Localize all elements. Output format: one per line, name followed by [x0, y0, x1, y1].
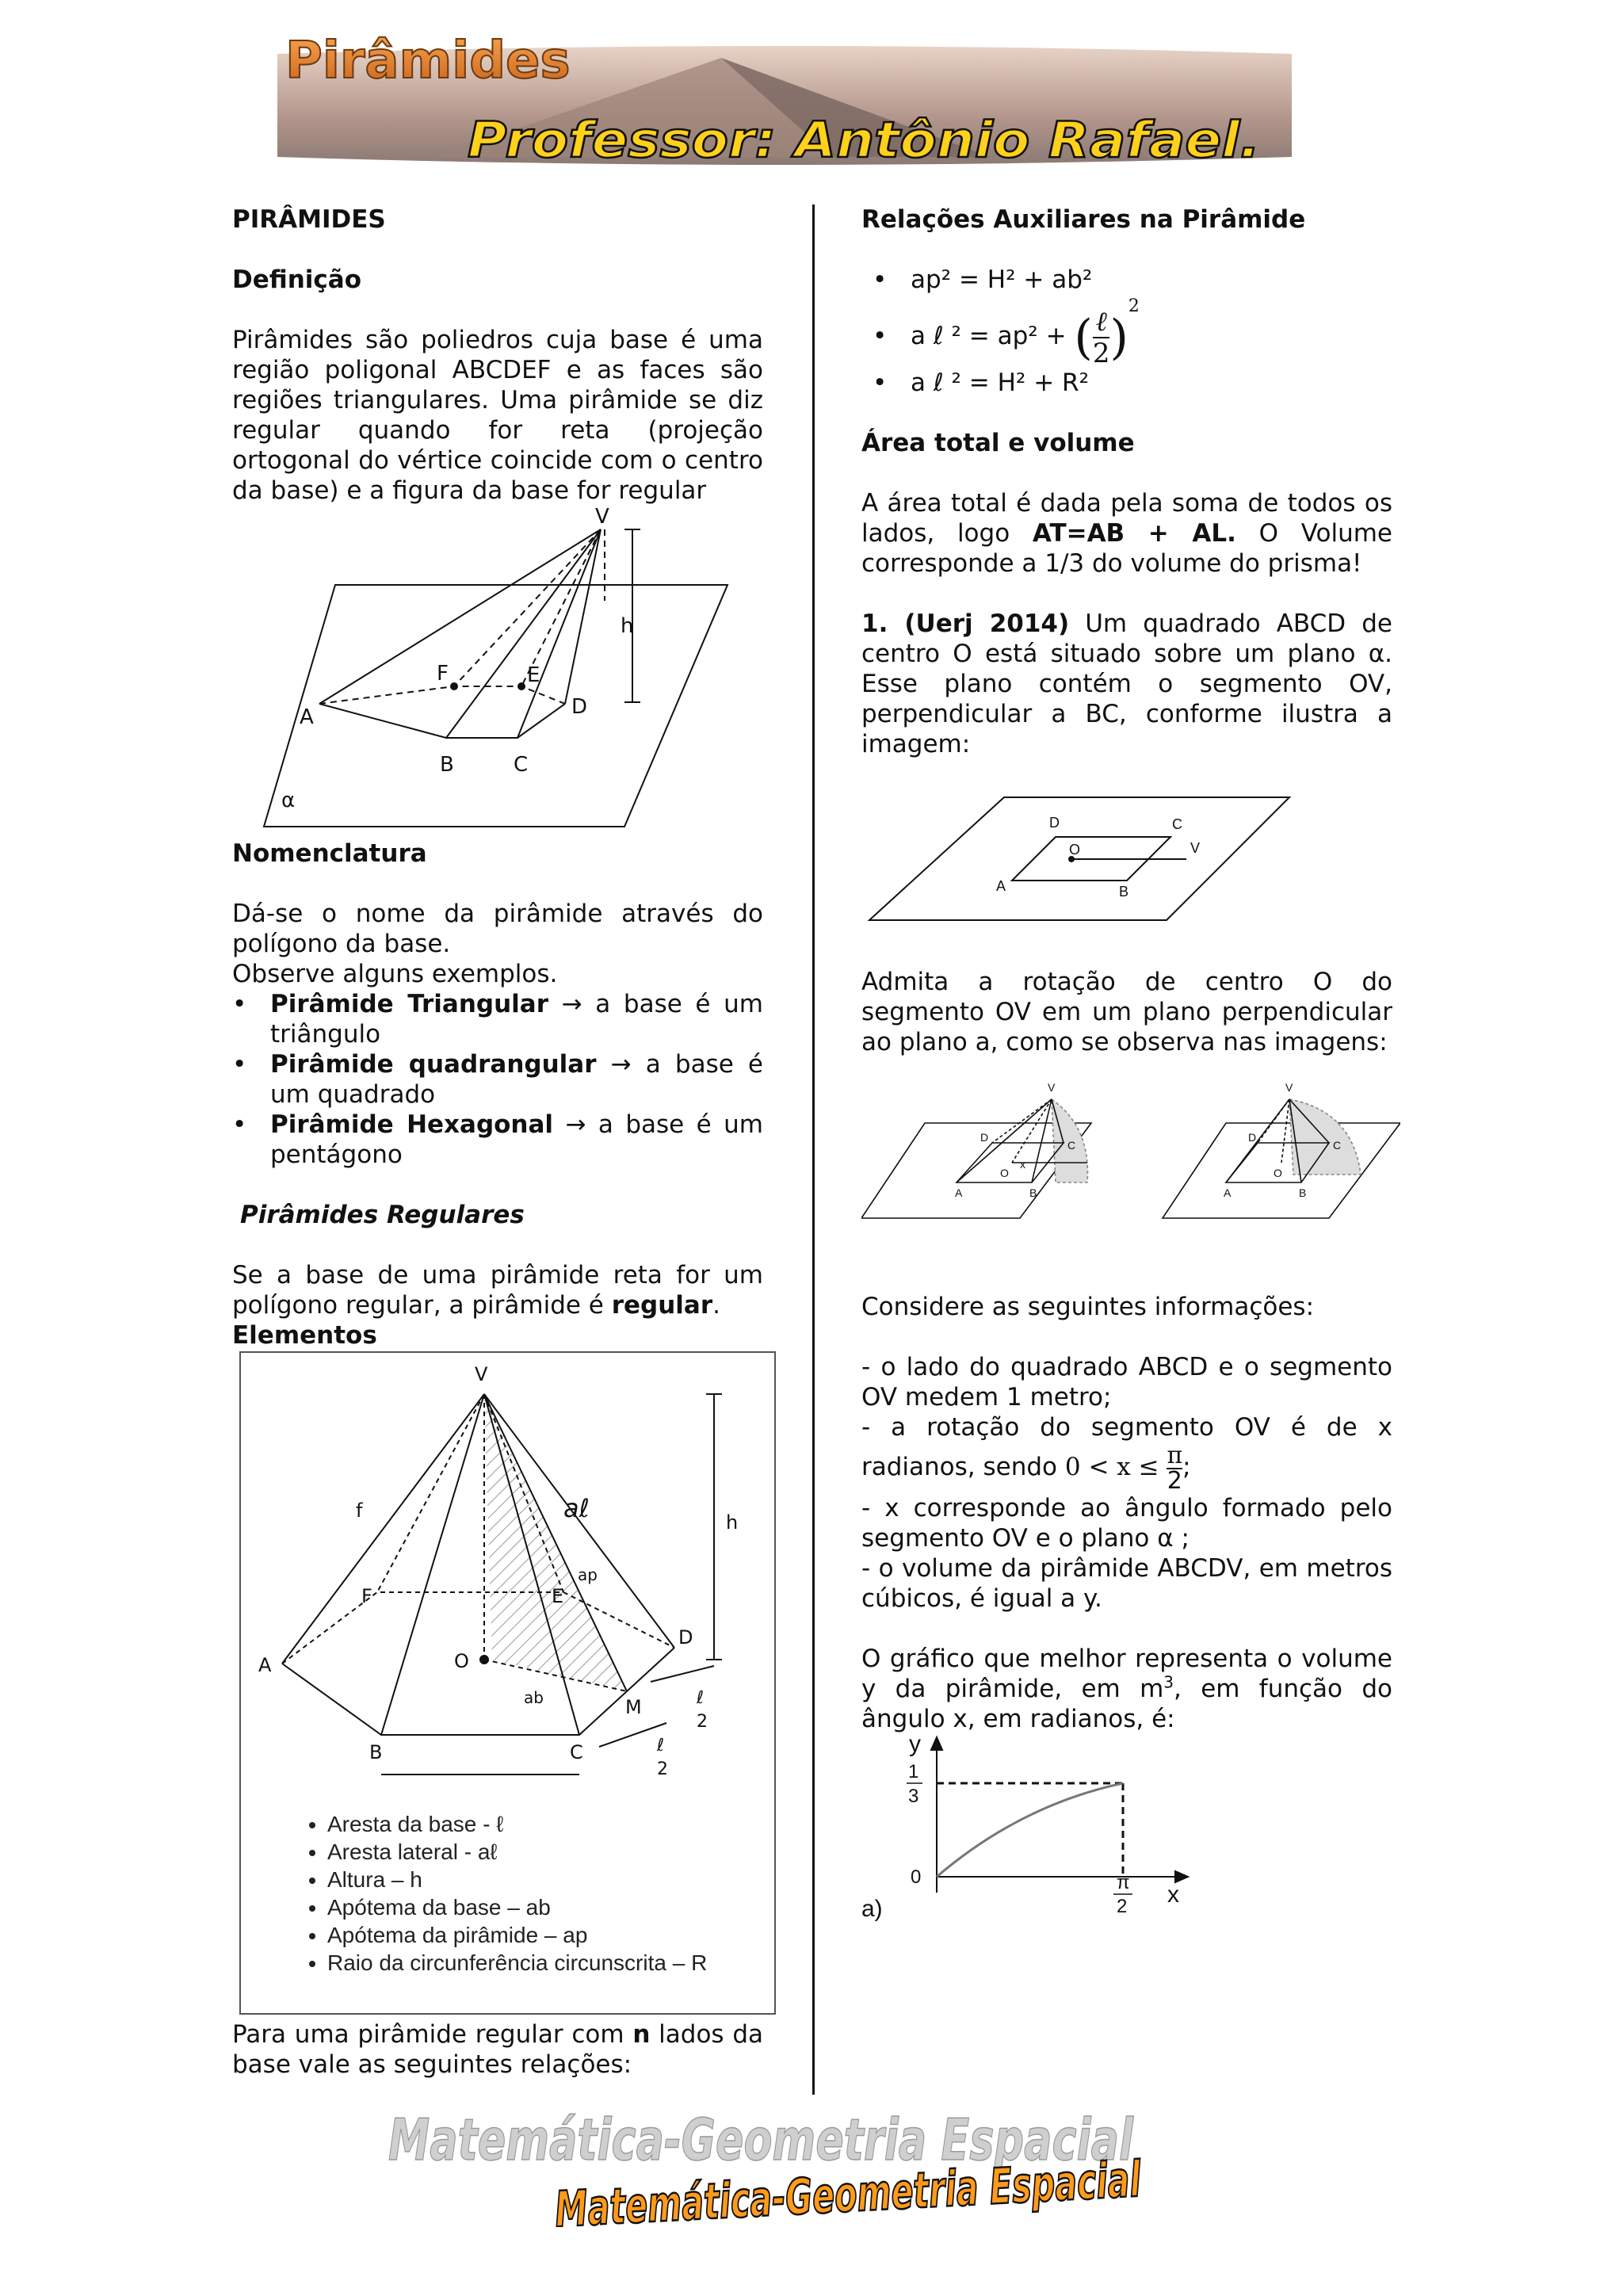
info-item-2b: radianos, sendo 0 < x ≤ $\frac{\pi}{2}$ ;	[861, 1441, 1191, 1495]
main-heading: PIRÂMIDES	[232, 205, 386, 234]
fig1-label-v: V	[595, 506, 609, 529]
relations-list	[861, 265, 1392, 398]
rotation-text: Admita a rotação de centro O do segmento OV em um plano perpendicular ao plano a, como se observa nas imagens:	[861, 968, 1392, 1056]
fig1-label-alpha: α	[281, 789, 296, 812]
left-column	[232, 204, 763, 2080]
fig4-label-a: A	[955, 1186, 963, 1199]
fig4-label-c: C	[1067, 1139, 1076, 1152]
banner-subtitle: Professor: Antônio Rafael.	[468, 111, 1260, 169]
fig1-label-a: A	[300, 705, 314, 729]
fig3-label-o: O	[1069, 842, 1081, 858]
list-item: • Apótema da base – ab	[327, 1893, 707, 1921]
graph-label-three: 3	[908, 1785, 919, 1807]
figure-square-plane	[861, 774, 1392, 956]
nomenclature-examples-intro: Observe alguns exemplos.	[232, 960, 558, 988]
fig2-label-M: M	[625, 1696, 642, 1718]
fig4-label-d: D	[980, 1131, 989, 1144]
graph-question: O gráfico que melhor representa o volume y da pirâmide, em $m^3$, em função do ângulo x, em radianos, é:	[861, 1644, 1393, 1733]
fig3-label-c: C	[1172, 816, 1182, 832]
footer-banner	[380, 2100, 1173, 2227]
pyramid-types-list	[232, 989, 763, 1170]
fig4-label-o: O	[1000, 1167, 1009, 1179]
nomenclature-text: Dá-se o nome da pirâmide através do polígono da base.	[232, 900, 763, 958]
fig3-label-b: B	[1119, 884, 1129, 900]
list-item: • Aresta da base - ℓ	[327, 1810, 707, 1838]
fig2-label-B: B	[369, 1741, 383, 1763]
fig3-label-v: V	[1190, 840, 1201, 856]
fig4-label-v: V	[1048, 1081, 1056, 1094]
fig1-label-d: D	[571, 695, 588, 719]
fig1-label-c: C	[514, 753, 529, 777]
list-item: • Pirâmide Triangular → a base é um triângulo	[270, 989, 763, 1049]
fig5-label-c: C	[1333, 1139, 1342, 1152]
list-item: • a ℓ ² = ap² + ( ℓ 2 )$^2$	[911, 304, 1392, 368]
graph-label-y: y	[909, 1733, 921, 1757]
question-statement: 1. (Uerj 2014) Um quadrado ABCD de centro O está situado sobre um plano α. Esse plano contém o segmento OV, perpendicular a BC, conforme ilustra a imagem:	[861, 609, 1392, 758]
fig1-label-h: h	[621, 614, 634, 638]
fig3-label-d: D	[1049, 815, 1060, 831]
figure-pyramid-elements	[239, 1350, 785, 2016]
answer-graph-a	[861, 1734, 1242, 1924]
fig1-label-e: E	[527, 663, 540, 687]
footer-shadow-text: Matemática-Geometria Espacial	[388, 2107, 1134, 2173]
graph-label-zero: 0	[911, 1866, 922, 1888]
list-item: • a ℓ ² = H² + R²	[911, 368, 1392, 398]
fig2-label-O: O	[454, 1650, 469, 1672]
info-item-3: - x corresponde ao ângulo formado pelo segmento OV e o plano α ;	[861, 1493, 1392, 1553]
fig2-label-l2: ℓ	[657, 1736, 665, 1755]
graph-label-pi: π	[1117, 1871, 1130, 1893]
fig3-label-a: A	[996, 878, 1006, 894]
banner-title: Pirâmides	[285, 32, 571, 90]
fraction-l-over-2: ( ℓ 2 )$^2$	[1074, 296, 1140, 369]
fig4-label-b: B	[1029, 1186, 1037, 1199]
right-column	[861, 204, 1392, 1924]
fig2-label-E: E	[552, 1585, 564, 1607]
fig1-label-f: F	[437, 662, 449, 686]
fig2-label-D: D	[678, 1626, 693, 1648]
list-item: • Apótema da pirâmide – ap	[327, 1921, 707, 1949]
fig1-label-b: B	[440, 753, 454, 777]
fig2-label-ab: ab	[524, 1688, 544, 1707]
fig4-label-x: x	[1020, 1158, 1025, 1171]
list-item: • Pirâmide quadrangular → a base é um quadrado	[270, 1049, 763, 1110]
fig2-label-half1: 2	[697, 1712, 708, 1732]
definition-text: Pirâmides são poliedros cuja base é uma região poligonal ABCDEF e as faces são regiões triangulares. Uma pirâmide se diz regular quando for reta (projeção ortogonal do vértice coincide com o centro da base) e a figura da base for regular	[232, 326, 763, 505]
figure-rotation-views	[861, 1079, 1400, 1262]
regular-pyramids-text: Se a base de uma pirâmide reta for um polígono regular, a pirâmide é regular.	[232, 1261, 763, 1320]
fig5-label-b: B	[1299, 1186, 1307, 1199]
fig2-label-h: h	[726, 1511, 739, 1534]
fig2-label-l1: ℓ	[697, 1688, 705, 1708]
relations-intro: Para uma pirâmide regular com n lados da base vale as seguintes relações:	[232, 2020, 763, 2079]
fig5-label-o: O	[1274, 1167, 1282, 1179]
answer-option-a: a)	[861, 1895, 883, 1922]
graph-label-one: 1	[908, 1760, 919, 1782]
definition-heading: Definição	[232, 266, 362, 294]
info-item-4: - o volume da pirâmide ABCDV, em metros cúbicos, é igual a y.	[861, 1553, 1392, 1613]
graph-label-two: 2	[1117, 1895, 1128, 1917]
fig2-label-al: aℓ	[563, 1493, 590, 1523]
fig2-label-f: f	[356, 1499, 363, 1522]
relations-heading: Relações Auxiliares na Pirâmide	[861, 205, 1306, 234]
fig5-label-d: D	[1248, 1131, 1257, 1144]
area-volume-text: A área total é dada pela soma de todos os lados, logo AT=AB + AL. O Volume corresponde a 1/3 do volume do prisma!	[861, 489, 1392, 578]
consider-text: Considere as seguintes informações:	[861, 1293, 1315, 1321]
info-item-2a: - a rotação do segmento OV é de x	[861, 1413, 1392, 1442]
fig2-label-A: A	[258, 1654, 272, 1676]
figure-pyramid-plane	[232, 506, 763, 839]
list-item: • Raio da circunferência circunscrita – R	[327, 1949, 707, 1977]
list-item: • Pirâmide Hexagonal → a base é um pentágono	[270, 1110, 763, 1170]
fig2-label-half2: 2	[657, 1759, 668, 1779]
fig2-label-ap: ap	[578, 1565, 598, 1584]
list-item: • Altura – h	[327, 1866, 707, 1893]
fig2-label-v: V	[475, 1363, 488, 1385]
graph-label-x: x	[1167, 1881, 1179, 1908]
regular-pyramids-heading: Pirâmides Regulares	[240, 1201, 525, 1229]
elements-heading: Elementos	[232, 1321, 377, 1350]
fig5-label-v: V	[1285, 1081, 1293, 1094]
elements-list	[286, 1810, 707, 1977]
nomenclature-heading: Nomenclatura	[232, 839, 427, 868]
fig2-label-C: C	[570, 1741, 583, 1763]
column-divider	[812, 204, 815, 2095]
list-item: • Aresta lateral - aℓ	[327, 1838, 707, 1866]
list-item: • ap² = H² + ab²	[911, 265, 1392, 304]
area-volume-heading: Área total e volume	[861, 429, 1135, 457]
fig2-label-F: F	[361, 1585, 372, 1607]
info-item-1: - o lado do quadrado ABCD e o segmento OV medem 1 metro;	[861, 1353, 1392, 1412]
fig5-label-a: A	[1224, 1186, 1232, 1199]
footer-title: Matemática-Geometria	[553, 2147, 1173, 2227]
header-banner	[277, 30, 1292, 173]
